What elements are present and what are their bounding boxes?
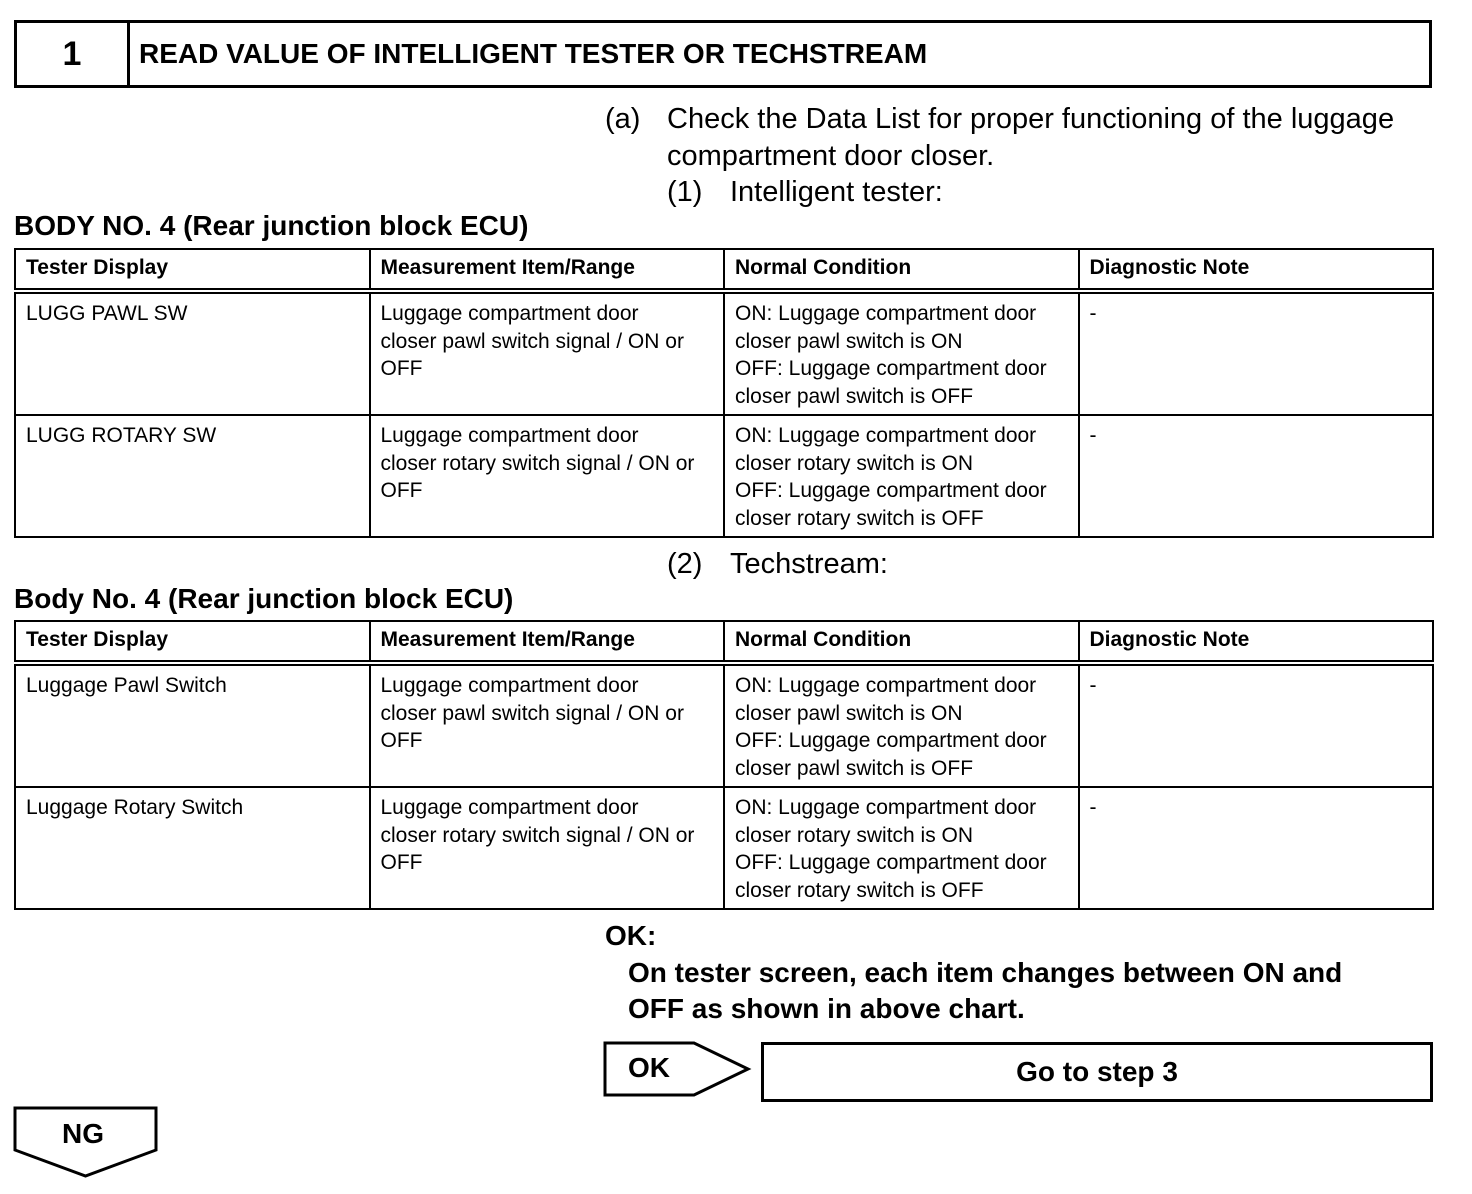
cell-line: closer rotary switch is ON — [735, 451, 974, 475]
go-to-step-box[interactable] — [761, 1042, 1433, 1102]
cell-line: OFF — [380, 729, 423, 752]
cell-tester-display: LUGG ROTARY SW — [15, 415, 370, 537]
table-2-title: Body No. 4 (Rear junction block ECU) — [14, 583, 514, 614]
cell-line: closer pawl switch is OFF — [735, 756, 974, 780]
cell-normal-condition — [724, 787, 1079, 909]
header-measurement-item: Measurement Item/Range — [370, 621, 725, 663]
cell-line: ON: Luggage compartment door — [735, 302, 1037, 325]
table-row — [15, 787, 1433, 909]
cell-line: Luggage compartment door — [380, 302, 639, 325]
cell-line: ON: Luggage compartment door — [735, 424, 1037, 447]
cell-measurement-item — [370, 787, 725, 909]
cell-diagnostic-note: - — [1079, 787, 1434, 909]
table-row — [15, 663, 1433, 787]
header-measurement-item: Measurement Item/Range — [370, 249, 725, 291]
cell-line: OFF: Luggage compartment door — [735, 851, 1047, 874]
sub-step-2-marker: (2) — [667, 548, 703, 580]
cell-line: ON: Luggage compartment door — [735, 796, 1037, 819]
instruction-line-1: Check the Data List for proper functioning of the luggage — [667, 103, 1395, 135]
cell-tester-display: Luggage Rotary Switch — [15, 787, 370, 909]
ok-condition-line-1: On tester screen, each item changes between ON and — [628, 957, 1343, 988]
cell-line: Luggage compartment door — [380, 674, 639, 697]
header-normal-condition: Normal Condition — [724, 621, 1079, 663]
table-header-row — [15, 621, 1433, 663]
cell-normal-condition — [724, 415, 1079, 537]
header-diagnostic-note: Diagnostic Note — [1079, 249, 1434, 291]
cell-line: closer rotary switch signal / ON or — [380, 451, 695, 475]
cell-tester-display: LUGG PAWL SW — [15, 291, 370, 415]
cell-measurement-item — [370, 291, 725, 415]
cell-line: Luggage compartment door — [380, 424, 639, 447]
header-normal-condition: Normal Condition — [724, 249, 1079, 291]
cell-line: OFF: Luggage compartment door — [735, 357, 1047, 380]
cell-line: OFF — [380, 357, 423, 380]
table-row — [15, 415, 1433, 537]
sub-step-1-marker: (1) — [667, 176, 703, 208]
cell-line: closer pawl switch is ON — [735, 701, 963, 725]
cell-line: closer pawl switch is OFF — [735, 384, 974, 408]
go-to-step-label: Go to step 3 — [1016, 1056, 1178, 1087]
cell-line: OFF: Luggage compartment door — [735, 479, 1047, 502]
cell-measurement-item — [370, 415, 725, 537]
cell-diagnostic-note: - — [1079, 663, 1434, 787]
table-header-row — [15, 249, 1433, 291]
header-tester-display: Tester Display — [15, 621, 370, 663]
cell-normal-condition — [724, 663, 1079, 787]
sub-step-2-text: Techstream: — [730, 548, 888, 580]
data-list-table-2 — [14, 620, 1434, 910]
table-1-title: BODY NO. 4 (Rear junction block ECU) — [14, 210, 529, 241]
cell-line: closer rotary switch signal / ON or — [380, 823, 695, 847]
cell-measurement-item — [370, 663, 725, 787]
cell-line: OFF: Luggage compartment door — [735, 729, 1047, 752]
cell-line: closer pawl switch signal / ON or — [380, 701, 684, 725]
header-tester-display: Tester Display — [15, 249, 370, 291]
cell-line: ON: Luggage compartment door — [735, 674, 1037, 697]
cell-line: closer rotary switch is ON — [735, 823, 974, 847]
header-diagnostic-note: Diagnostic Note — [1079, 621, 1434, 663]
step-header — [14, 20, 1432, 88]
step-title: READ VALUE OF INTELLIGENT TESTER OR TECHSTREAM — [139, 38, 928, 69]
cell-line: closer rotary switch is OFF — [735, 506, 984, 530]
cell-line: closer pawl switch signal / ON or — [380, 329, 684, 353]
cell-tester-display: Luggage Pawl Switch — [15, 663, 370, 787]
cell-diagnostic-note: - — [1079, 291, 1434, 415]
cell-line: closer rotary switch is OFF — [735, 878, 984, 902]
cell-line: closer pawl switch is ON — [735, 329, 963, 353]
instruction-line-2: compartment door closer. — [667, 140, 995, 172]
cell-line: Luggage compartment door — [380, 796, 639, 819]
ok-arrow-tag — [602, 1040, 754, 1100]
cell-line: OFF — [380, 479, 423, 502]
cell-normal-condition — [724, 291, 1079, 415]
sub-step-1-text: Intelligent tester: — [730, 176, 943, 208]
step-number: 1 — [17, 23, 130, 85]
table-row — [15, 291, 1433, 415]
cell-diagnostic-note: - — [1079, 415, 1434, 537]
cell-line: OFF — [380, 851, 423, 874]
ok-tag-label: OK — [628, 1052, 670, 1083]
data-list-table-1 — [14, 248, 1434, 538]
instruction-marker: (a) — [605, 103, 641, 135]
ok-label: OK: — [605, 920, 657, 951]
ng-tag-label: NG — [62, 1118, 104, 1149]
ok-condition-line-2: OFF as shown in above chart. — [628, 993, 1025, 1024]
